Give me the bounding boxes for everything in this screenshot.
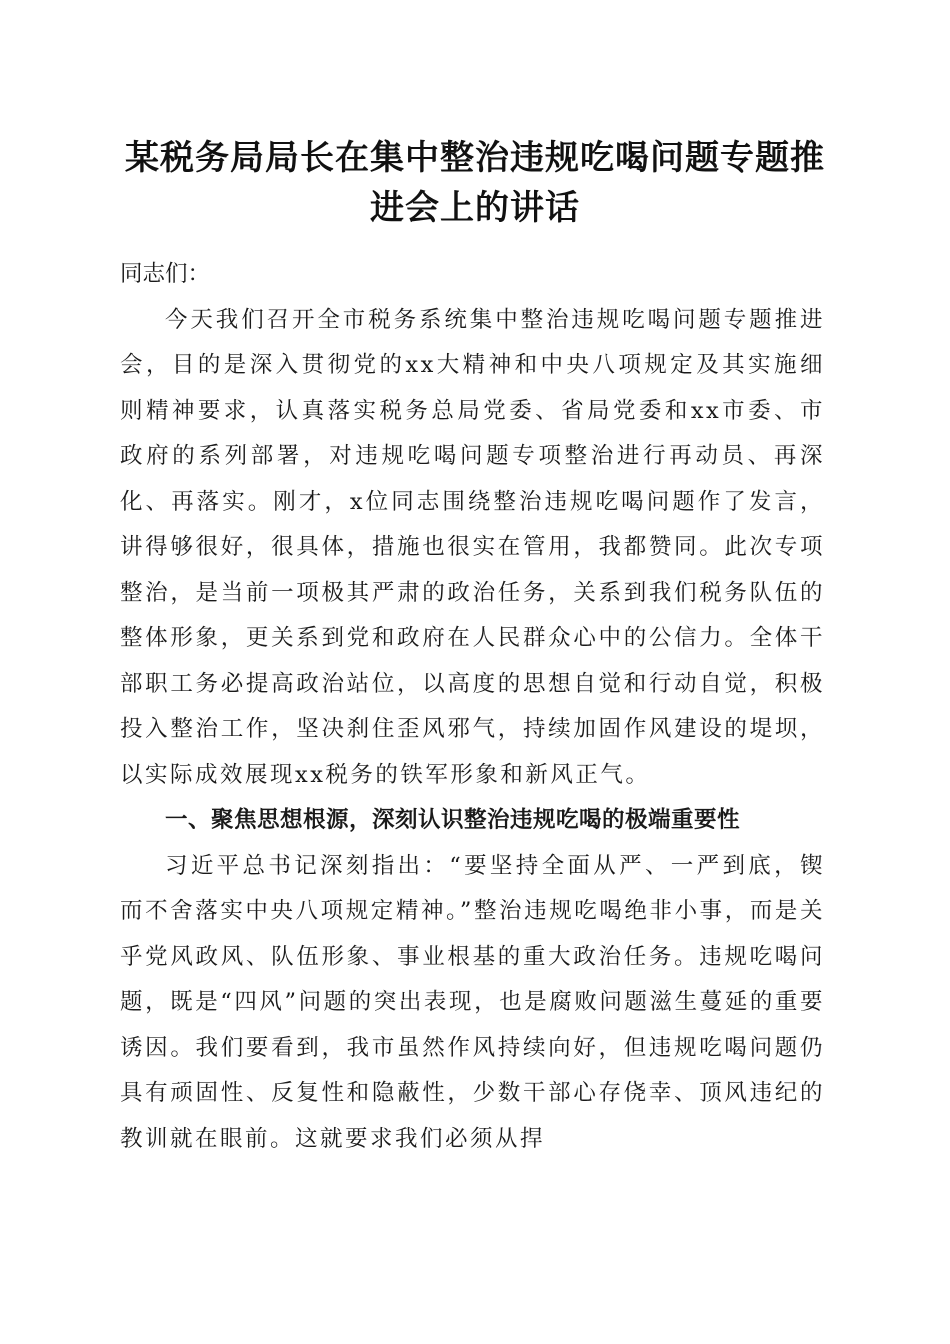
section-heading: 一、聚焦思想根源，深刻认识整治违规吃喝的极端重要性 xyxy=(165,807,741,833)
salutation: 同志们： xyxy=(120,261,211,287)
opening-paragraph: 今天我们召开全市税务系统集中整治违规吃喝问题专题推进会，目的是深入贯彻党的xx大精神和中央八项规定及其实施细则精神要求，认真落实税务总局党委、省局党委和xx市委、市政府的系列部署，对违规吃喝问题专项整治进行再动员、再深化、再落实。刚才，x位同志围绕整治违规吃喝问题作了发言，讲得够很好，很具体，措施也很实在管用，我都赞同。此次专项整治，是当前一项极其严肃的政治任务，关系到我们税务队伍的整体形象，更关系到党和政府在人民群众心中的公信力。全体干部职工务必提高政治站位，以高度的思想自觉和行动自觉，积极投入整治工作，坚决刹住歪风邪气，持续加固作风建设的堤坝，以实际成效展现xx税务的铁军形象和新风正气。 xyxy=(120,306,825,788)
document-body xyxy=(120,252,825,1162)
section-paragraph: 习近平总书记深刻指出：“要坚持全面从严、一严到底，锲而不舍落实中央八项规定精神。”整治违规吃喝绝非小事，而是关乎党风政风、队伍形象、事业根基的重大政治任务。违规吃喝问题，既是“四风”问题的突出表现，也是腐败问题滋生蔓延的重要诱因。我们要看到，我市虽然作风持续向好，但违规吃喝问题仍具有顽固性、反复性和隐蔽性，少数干部心存侥幸、顶风违纪的教训就在眼前。这就要求我们必须从捍 xyxy=(120,852,825,1152)
document-title: 某税务局局长在集中整治违规吃喝问题专题推进会上的讲话 xyxy=(125,138,825,228)
